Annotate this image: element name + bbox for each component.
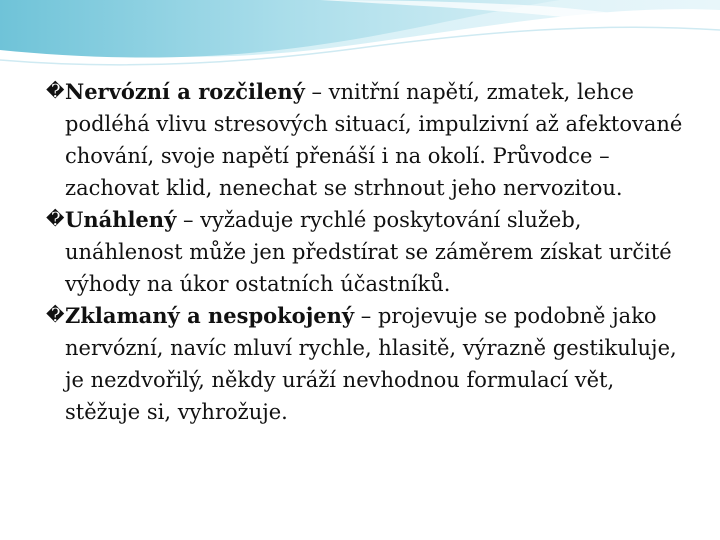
text-body (46, 76, 686, 428)
item-term: Unáhlený (65, 207, 177, 232)
item-text: – vyžaduje rychlé poskytování služeb, unáhlenost může jen předstírat se záměrem získat určité výhody na úkor ostatních účastníků. (65, 208, 672, 296)
list-item (46, 76, 686, 204)
list-item (46, 204, 686, 300)
list-item (46, 300, 686, 428)
item-term: Nervózní a rozčilený (65, 79, 305, 104)
bullet-icon: � (46, 209, 65, 230)
bullet-icon: � (46, 81, 65, 102)
item-text: – vnitřní napětí, zmatek, lehce podléhá vlivu stresových situací, impulzivní až afektované chování, svoje napětí přenáší i na okolí. Průvodce – zachovat klid, nenechat se strhnout jeho nervozitou. (65, 80, 683, 200)
item-term: Zklamaný a nespokojený (65, 303, 355, 328)
item-text: – projevuje se podobně jako nervózní, navíc mluví rychle, hlasitě, výrazně gestikuluje, je nezdvořilý, někdy uráží nevhodnou formulací vět, stěžuje si, vyhrožuje. (65, 304, 677, 424)
bullet-icon: � (46, 305, 65, 326)
